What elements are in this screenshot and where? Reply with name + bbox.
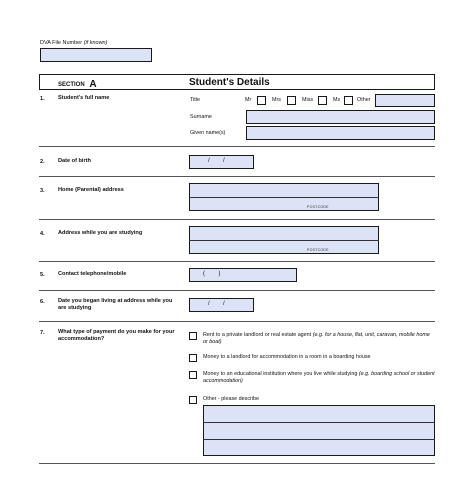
divider-5 — [39, 290, 435, 291]
payment-boarding-house-label: Money to a landlord for accommodation in a room in a boarding house — [203, 354, 371, 360]
title-mr-label: Mr — [245, 97, 252, 103]
q7-number: 7. — [40, 330, 45, 336]
surname-input[interactable] — [246, 110, 435, 124]
payment-educational-label: Money to an educational institution where you live while studying (e.g. boarding school or student accommodation) — [203, 371, 435, 384]
title-miss-label: Miss — [302, 97, 314, 103]
divider-2 — [39, 176, 435, 177]
q2-label: Date of birth — [58, 158, 91, 164]
study-address-line — [189, 240, 379, 241]
q2-number: 2. — [40, 159, 45, 165]
payment-educational-example: (e.g. boarding school or student accommodation) — [203, 371, 435, 384]
telephone-placeholder: ( ) — [203, 271, 221, 277]
payment-boarding-house-checkbox[interactable] — [189, 354, 197, 362]
date-began-living-placeholder: / / — [208, 301, 225, 307]
q6-number: 6. — [40, 299, 45, 305]
payment-rent-example: (e.g. for a house, flat, unit, caravan, mobile home or boat) — [203, 332, 430, 345]
dva-file-number-input[interactable] — [40, 48, 152, 62]
divider-6 — [39, 321, 435, 322]
telephone-input[interactable] — [189, 268, 297, 282]
date-of-birth-input[interactable] — [189, 155, 254, 169]
divider-4 — [39, 261, 435, 262]
payment-other-description-input[interactable] — [203, 405, 435, 456]
title-ms-label: Ms — [333, 97, 341, 103]
title-other-label: Other — [357, 97, 371, 103]
divider-3 — [39, 219, 435, 220]
section-title: Student's Details — [189, 77, 270, 88]
q7-label: What type of payment do you make for your accommodation? — [58, 329, 175, 342]
home-address-line — [189, 197, 379, 198]
q6-label: Date you began living at address while you are studying — [58, 298, 173, 311]
section-label: SECTION A — [58, 79, 97, 90]
date-of-birth-placeholder: / / — [208, 158, 225, 164]
surname-label: Surname — [190, 114, 212, 120]
payment-other-checkbox[interactable] — [189, 396, 197, 404]
dva-file-number-note: (if known) — [83, 40, 108, 46]
bottom-divider — [39, 463, 435, 464]
title-miss-checkbox[interactable] — [318, 96, 327, 105]
title-mrs-label: Mrs — [272, 97, 281, 103]
q5-label: Contact telephone/mobile — [58, 271, 127, 277]
q5-number: 5. — [40, 272, 45, 278]
section-letter: A — [89, 79, 97, 90]
title-label: Title — [190, 97, 200, 103]
study-postcode-label: POSTCODE — [307, 248, 329, 252]
q1-label: Student's full name — [58, 95, 110, 101]
title-mr-checkbox[interactable] — [257, 96, 266, 105]
payment-educational-checkbox[interactable] — [189, 371, 197, 379]
q3-number: 3. — [40, 188, 45, 194]
title-ms-checkbox[interactable] — [344, 96, 353, 105]
home-postcode-label: POSTCODE — [307, 205, 329, 209]
title-other-input[interactable] — [375, 94, 435, 107]
description-line-1 — [203, 422, 435, 423]
title-mrs-checkbox[interactable] — [287, 96, 296, 105]
description-line-2 — [203, 439, 435, 440]
payment-other-label: Other - please describe — [203, 396, 260, 402]
given-names-label: Given name(s) — [190, 130, 226, 136]
divider-1 — [39, 146, 435, 147]
q4-number: 4. — [40, 231, 45, 237]
q3-label: Home (Parental) address — [58, 187, 124, 193]
date-began-living-input[interactable] — [189, 298, 254, 312]
q4-label: Address while you are studying — [58, 230, 143, 236]
dva-file-number-label: DVA File Number (if known) — [40, 40, 108, 46]
q1-number: 1. — [40, 96, 45, 102]
payment-rent-checkbox[interactable] — [189, 332, 197, 340]
payment-rent-label: Rent to a private landlord or real estate agent (e.g. for a house, flat, unit, caravan, mobile home or boat) — [203, 332, 430, 345]
given-names-input[interactable] — [246, 126, 435, 140]
